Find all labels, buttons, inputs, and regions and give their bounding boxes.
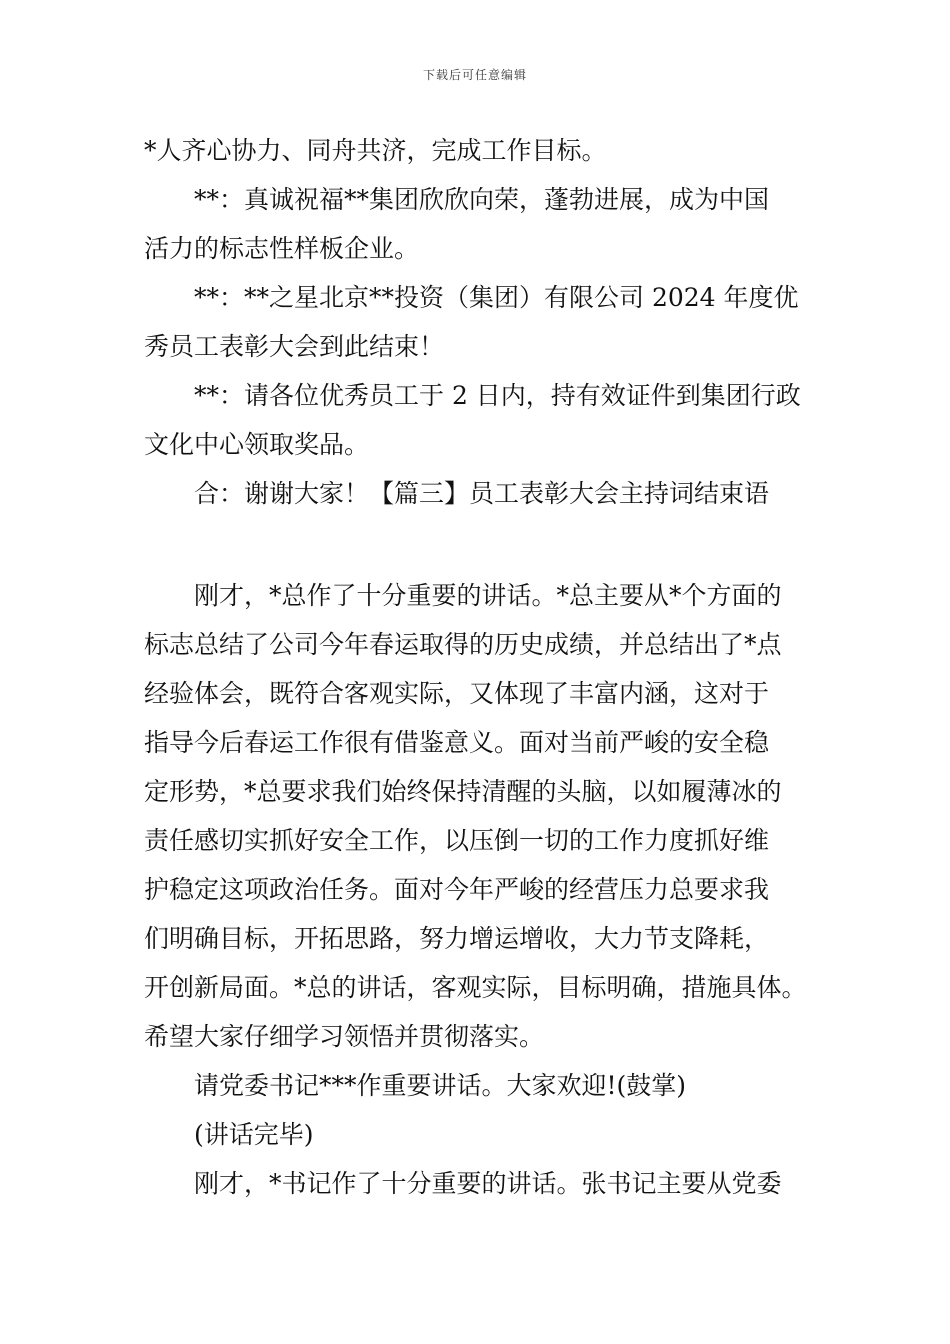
- paragraph-line: (讲话完毕): [194, 1120, 314, 1149]
- blank-line: [144, 518, 824, 571]
- paragraph-line: 秀员工表彰大会到此结束！: [144, 332, 445, 361]
- paragraph-line: 请党委书记***作重要讲话。大家欢迎!(鼓掌): [194, 1071, 687, 1100]
- paragraph-line: 责任感切实抓好安全工作，以压倒一切的工作力度抓好维: [144, 826, 770, 855]
- section-heading-line: 合：谢谢大家！【篇三】员工表彰大会主持词结束语: [194, 479, 770, 508]
- paragraph-line: 开创新局面。*总的讲话，客观实际，目标明确，措施具体。: [144, 973, 807, 1002]
- paragraph-line: 文化中心领取奖品。: [144, 430, 370, 459]
- paragraph-line: 经验体会，既符合客观实际，又体现了丰富内涵，这对于: [144, 679, 770, 708]
- paragraph-line: 标志总结了公司今年春运取得的历史成绩，并总结出了*点: [144, 630, 782, 659]
- paragraph-line: 刚才，*总作了十分重要的讲话。*总主要从*个方面的: [194, 581, 782, 610]
- paragraph-line: 们明确目标，开拓思路，努力增运增收，大力节支降耗，: [144, 924, 770, 953]
- paragraph-line: 活力的标志性样板企业。: [144, 234, 420, 263]
- paragraph-line: 指导今后春运工作很有借鉴意义。面对当前严峻的安全稳: [144, 728, 770, 757]
- paragraph-line: 定形势，*总要求我们始终保持清醒的头脑，以如履薄冰的: [144, 777, 782, 806]
- paragraph-line: **：真诚祝福**集团欣欣向荣，蓬勃进展，成为中国: [194, 185, 770, 214]
- document-body: [144, 126, 824, 1208]
- paragraph-line: *人齐心协力、同舟共济，完成工作目标。: [144, 136, 607, 165]
- paragraph-line: 护稳定这项政治任务。面对今年严峻的经营压力总要求我: [144, 875, 770, 904]
- paragraph-line: **：**之星北京**投资（集团）有限公司 2024 年度优: [194, 283, 799, 312]
- paragraph-line: 刚才，*书记作了十分重要的讲话。张书记主要从党委: [194, 1169, 782, 1198]
- paragraph-line: 希望大家仔细学习领悟并贯彻落实。: [144, 1022, 545, 1051]
- paragraph-line: **：请各位优秀员工于 2 日内，持有效证件到集团行政: [194, 381, 801, 410]
- page-header: 下载后可任意编辑: [422, 68, 527, 82]
